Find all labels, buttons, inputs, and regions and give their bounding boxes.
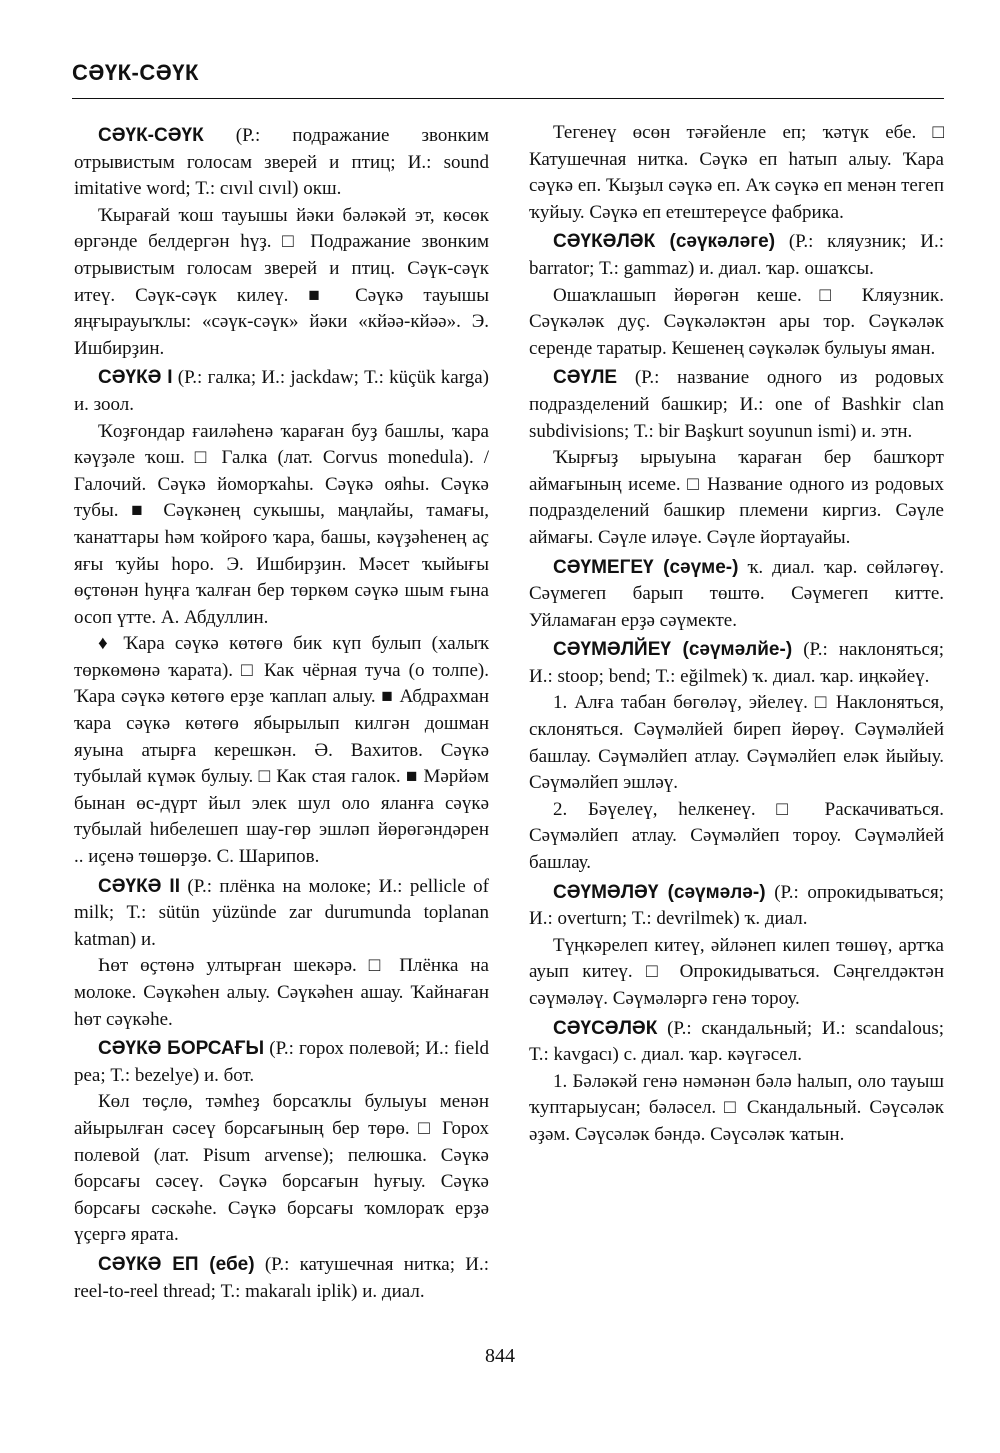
dictionary-entry-text — [74, 203, 489, 363]
dictionary-entry-text — [529, 445, 944, 551]
entry-text: Ҡырағай ҡош тауышы йәки бәләкәй эт, көсөк өргәнде белдергән һүҙ. □ Подражание звонким отрывистым голосам зверей и птиц. Сәүк-сәүк итеү. Сәүк-сәүк килеү. ■ Сәүкә тауышы яңғырауыҡлы: «сәүк-сәүк» йәки «кйәә-кйәә». Э. Ишбирҙин. — [74, 204, 489, 359]
dictionary-entry-text — [529, 120, 944, 226]
headword: СӘҮЛЕ — [553, 367, 618, 389]
dictionary-entry-text — [529, 1069, 944, 1149]
dictionary-entry-text — [74, 1089, 489, 1249]
dictionary-entry-head — [74, 1036, 489, 1089]
entry-text: 1. Бәләкәй генә нәмәнән бәлә һалып, оло тауыш ҡуптарыусан; бәләсел. □ Скандальный. Сәүсәләк әҙәм. Сәүсәләк бәндә. Сәүсәләк ҡатын. — [529, 1070, 944, 1145]
dictionary-entry-head — [529, 880, 944, 933]
entry-text: 2. Бәүелеү, һелкенеү. □ Раскачиваться. Сәүмәлйеп атлау. Сәүмәлйеп тороу. Сәүмәлйей башлау. — [529, 798, 944, 874]
headword: СӘҮКӘ I — [98, 367, 173, 389]
headword: СӘҮКӘ ЕП (ебе) — [98, 1253, 255, 1275]
dictionary-entry-text — [529, 283, 944, 363]
headword: СӘҮКӘЛӘК (сәүкәләге) — [553, 231, 776, 253]
entry-text: Ҡырғыҙ ырыуына ҡараған бер башҡорт аймағының исеме. □ Название одного из родовых подразделений башкир племени киргиз. Сәүле аймағы. Сәүле иләүе. Сәүле йортауайы. — [529, 447, 944, 548]
dictionary-entry-head — [74, 1252, 489, 1305]
dictionary-entry-head — [529, 365, 944, 445]
headword: СӘҮМӘЛЙЕҮ (сәүмәлйе-) — [553, 639, 793, 661]
dictionary-entry-text — [529, 933, 944, 1013]
header-rule — [72, 98, 944, 99]
dictionary-entry-head — [74, 123, 489, 203]
entry-text: Тегенеү өсөн тәғәйенле еп; ҡәтүк ебе. □ Катушечная нитка. Сәүкә еп һатып алыу. Ҡара сәүкә еп. Ҡыҙыл сәүкә еп. Аҡ сәүкә еп менән тегеп ҡуйыу. Сәүкә еп етештереүсе фабрика. — [529, 122, 944, 223]
dictionary-entry-head — [74, 365, 489, 418]
entry-text: (Р.: горох полевой; И.: field pea; Т.: bezelye) и. бот. — [74, 1038, 489, 1086]
page-number: 844 — [485, 1345, 515, 1367]
dictionary-entry-text — [529, 690, 944, 796]
entry-text: (Р.: опрокидываться; И.: overturn; Т.: devrilmek) ҡ. диал. — [529, 881, 944, 930]
headword: СӘҮМӘЛӘҮ (сәүмәлә-) — [553, 881, 766, 903]
dictionary-entry-head — [529, 555, 944, 635]
entry-text: Ҡоҙғондар ғаиләһенә ҡараған буҙ башлы, ҡара кәүҙәле ҡош. □ Галка (лат. Corvus monedula). / Галочий. Сәүкә йоморҡаһы. Сәүкә ояһы. Сәүкә тубы. ■ Сәүкәнең сукышы, маңлайы, тамағы, ҡанаттары һәм ҡойроғо ҡара, башы, кәүҙәһенең аҫ яғы ҡуйы һоро. Э. Ишбирҙин. Мәсет ҡыйығы өҫтөнән һуңға ҡалған бер төркөм сәүкә шым ғына осоп үтте. А. Абдуллин. — [74, 420, 489, 628]
running-head: СӘҮК-СӘҮК — [72, 60, 199, 85]
entry-text: Ошаҡлашып йөрөгән кеше. □ Кляузник. Сәүкәләк дуҫ. Сәүкәләктән ары тор. Сәүкәләк серенде таратыр. Кешенең сәүкәләк булыуы яман. — [529, 284, 944, 359]
entry-text: (Р.: галка; И.: jackdaw; Т.: küçük karga) и. зоол. — [74, 367, 489, 415]
dictionary-entry-text — [529, 797, 944, 877]
dictionary-entry-head — [529, 1016, 944, 1069]
dictionary-entry-head — [74, 874, 489, 954]
right-column — [529, 120, 944, 1149]
left-column — [74, 120, 489, 1305]
entry-text: Түңкәрелеп китеү, әйләнеп килеп төшөү, артҡа ауып китеү. □ Опрокидываться. Сәңгелдәктән сәүмәләү. Сәүмәләргә генә тороу. — [529, 934, 944, 1009]
entry-text: (Р.: название одного из родовых подразделений башкир; И.: one of Bashkir clan subdivisions; Т.: bir Başkurt soyunun ismi) и. этн. — [529, 367, 944, 442]
headword: СӘҮК-СӘҮК — [98, 125, 204, 146]
dictionary-entry-head — [529, 637, 944, 690]
entry-text: ♦ Ҡара сәүкә көтөгө бик күп булып (халыҡ төркөмөнә ҡарата). □ Как чёрная туча (о толпе). Ҡара сәүкә көтөгө ерҙе ҡаплап алыу. ■ Абдрахман ҡара сәүкә көтөгө ябырылып килгән дошман яуына атырға керешкән. Ә. Вахитов. Сәүкә тубылай күмәк булыу. □ Как стая галок. ■ Мәрйәм бынан өс-дүрт йыл элек шул оло яланға сәүкә тубылай һибелешеп шау-гөр эшләп йөрөгәндәрен .. иҫенә төшөрҙө. С. Шарипов. — [74, 633, 489, 868]
headword: СӘҮСӘЛӘК — [553, 1017, 658, 1039]
dictionary-entry-text — [74, 953, 489, 1033]
dictionary-entry-text — [74, 631, 489, 870]
entry-text: (Р.: скандальный; И.: scandalous; Т.: kavgacı) с. диал. ҡар. кәүгәсел. — [529, 1017, 944, 1066]
headword: СӘҮКӘ II — [98, 875, 180, 897]
entry-text: (Р.: плёнка на молоке; И.: pellicle of milk; Т.: sütün yüzünde zar durumunda toplanan katman) и. — [74, 875, 489, 950]
headword: СӘҮМЕГЕҮ (сәүме-) — [553, 556, 739, 578]
headword: СӘҮКӘ БОРСАҒЫ — [98, 1038, 265, 1060]
dictionary-entry-text — [74, 419, 489, 632]
entry-text: ҡ. диал. ҡар. сөйләгөү. Сәүмегеп барып төштө. Сәүмегеп китте. Уйламаған ерҙә сәүмекте. — [529, 556, 944, 631]
entry-text: (Р.: катушечная нитка; И.: reel-to-reel thread; Т.: makaralı iplik) и. диал. — [74, 1253, 489, 1302]
dictionary-entry-head — [529, 229, 944, 282]
entry-text: (Р.: подражание звонким отрывистым голосам зверей и птиц; И.: sound imitative word; Т.: cıvıl cıvıl) окш. — [74, 125, 489, 200]
entry-text: (Р.: наклоняться; И.: stoop; bend; Т.: eğilmek) ҡ. диал. ҡар. иңкәйеү. — [529, 639, 944, 687]
entry-text: 1. Алға табан бөгөләү, эйелеү. □ Наклоняться, склоняться. Сәүмәлйей биреп йөрөү. Сәүмәлйей башлау. Сәүмәлйеп атлау. Сәүмәлйеп еләк йыйыу. Сәүмәлйеп эшләү. — [529, 692, 944, 794]
entry-text: Һөт өҫтөнә ултырған шекәрә. □ Плёнка на молоке. Сәүкәһен алыу. Сәүкәһен ашау. Ҡайнаған һөт сәүкәһе. — [74, 955, 489, 1030]
entry-text: (Р.: кляузник; И.: barrator; Т.: gammaz) и. диал. ҡар. ошаҡсы. — [529, 231, 944, 279]
entry-text: Көл төҫлө, тәмһеҙ борсаҡлы булыуы менән айырылған сәсеү борсағының бер төрө. □ Горох полевой (лат. Pisum arvense); пелюшка. Сәүкә борсағы сәсеү. Сәүкә борсағын һуғыу. Сәүкә борсағы сәскәһе. Сәүкә борсағы ҡомлораҡ ерҙә үҫергә ярата. — [74, 1091, 489, 1246]
